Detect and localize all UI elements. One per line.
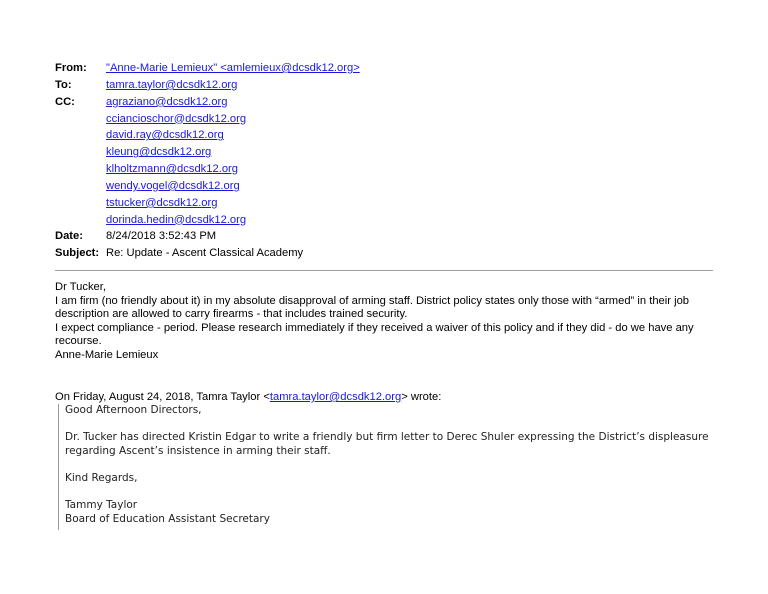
- attribution-email-link[interactable]: tamra.taylor@dcsdk12.org: [269, 391, 402, 403]
- cc-link[interactable]: kleung@dcsdk12.org: [106, 146, 212, 159]
- quoted-message: [58, 404, 715, 530]
- cc-list: [106, 94, 246, 229]
- cc-row: [55, 94, 360, 229]
- body-paragraph-2: I expect compliance - period. Please research immediately if they received a waiver of this policy and if they did - do we have any recourse.: [55, 321, 694, 348]
- to-label: To:: [55, 78, 72, 91]
- subject-value: Re: Update - Ascent Classical Academy: [106, 247, 304, 260]
- body-paragraph-1: I am firm (no friendly about it) in my absolute disapproval of arming staff. District policy states only those with “armed” in their job description are allowed to carry firearms - that includes trained security.: [55, 294, 690, 321]
- cc-link[interactable]: david.ray@dcsdk12.org: [106, 129, 224, 142]
- quoted-spacer: [65, 418, 715, 432]
- cc-label: CC:: [55, 95, 75, 108]
- date-label: Date:: [55, 230, 83, 243]
- date-value: 8/24/2018 3:52:43 PM: [106, 230, 217, 243]
- subject-row: [55, 245, 360, 262]
- email-body: [55, 281, 715, 363]
- from-link[interactable]: "Anne-Marie Lemieux" <amlemieux@dcsdk12.org>: [106, 62, 360, 74]
- quoted-name: Tammy Taylor: [65, 499, 138, 512]
- attribution-suffix: > wrote:: [401, 391, 442, 403]
- email-header: [55, 60, 360, 262]
- body-greeting: Dr Tucker,: [55, 281, 106, 293]
- subject-label: Subject:: [55, 247, 100, 260]
- cc-link[interactable]: agraziano@dcsdk12.org: [106, 95, 228, 108]
- cc-link[interactable]: cciancioschor@dcsdk12.org: [106, 112, 247, 125]
- quoted-spacer: [65, 458, 715, 472]
- from-label: From:: [55, 62, 87, 74]
- to-row: [55, 77, 360, 94]
- quoted-title: Board of Education Assistant Secretary: [65, 512, 270, 525]
- cc-link[interactable]: dorinda.hedin@dcsdk12.org: [106, 213, 247, 226]
- from-row: [55, 60, 360, 77]
- quoted-greeting: Good Afternoon Directors,: [65, 404, 202, 416]
- to-link[interactable]: tamra.taylor@dcsdk12.org: [106, 78, 238, 91]
- quoted-closing: Kind Regards,: [65, 471, 138, 484]
- cc-link[interactable]: tstucker@dcsdk12.org: [106, 196, 218, 209]
- quoted-attribution: [55, 391, 441, 405]
- quoted-spacer: [65, 486, 715, 500]
- attribution-prefix: On Friday, August 24, 2018, Tamra Taylor <: [55, 391, 270, 403]
- header-divider: [55, 270, 713, 271]
- date-row: [55, 228, 360, 245]
- quoted-paragraph: Dr. Tucker has directed Kristin Edgar to write a friendly but firm letter to Derec Shuler expressing the District’s displeasure regarding Ascent’s insistence in arming their staff.: [65, 431, 709, 457]
- cc-link[interactable]: wendy.vogel@dcsdk12.org: [106, 179, 240, 192]
- cc-link[interactable]: klholtzmann@dcsdk12.org: [106, 163, 238, 176]
- body-signature: Anne-Marie Lemieux: [55, 348, 159, 361]
